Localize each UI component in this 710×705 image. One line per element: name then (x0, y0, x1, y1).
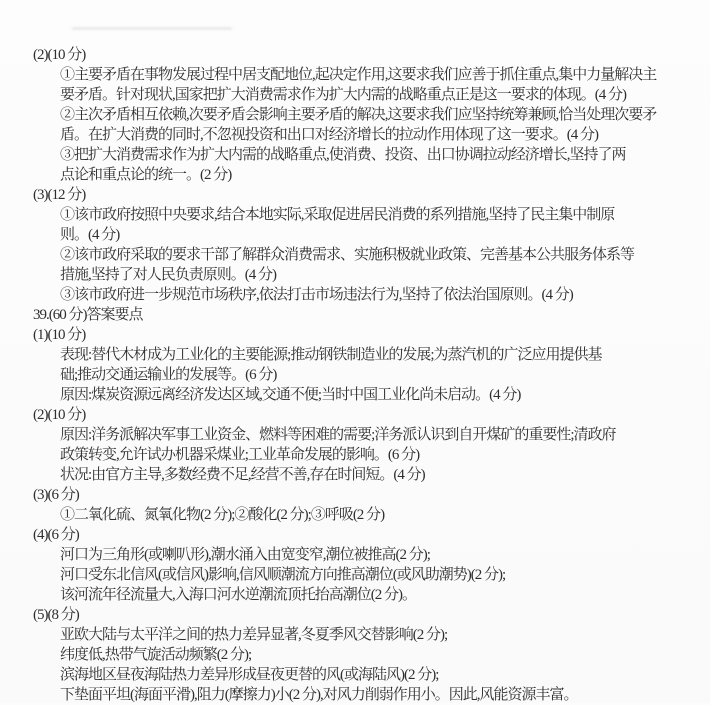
answer-text-line: 状况:由官方主导,多数经费不足,经营不善,存在时间短。(4 分) (60, 467, 425, 483)
answer-text-line: 盾。在扩大消费的同时,不忽视投资和出口对经济增长的拉动作用体现了这一要求。(4 分) (60, 127, 598, 143)
answer-text-line: ②该市政府采取的要求干部了解群众消费需求、实施积极就业政策、完善基本公共服务体系等 (60, 247, 635, 263)
answer-text-line: 则。(4 分) (60, 227, 120, 243)
section-heading-line: (2)(10 分) (33, 407, 86, 423)
answer-text-line: 河口受东北信风(或信风)影响,信风顺潮流方向推高潮位(或风助潮势)(2 分); (60, 567, 506, 583)
section-heading-line: (2)(10 分) (33, 47, 86, 63)
section-heading-line: (3)(6 分) (33, 487, 79, 503)
answer-text-line: 河口为三角形(或喇叭形),潮水涌入由宽变窄,潮位被推高(2 分); (60, 547, 430, 563)
section-heading-line: (4)(6 分) (33, 527, 79, 543)
answer-text-line: 措施,坚持了对人民负责原则。(4 分) (60, 267, 276, 283)
scan-artifact (72, 27, 232, 30)
answer-text-line: ①该市政府按照中央要求,结合本地实际,采取促进居民消费的系列措施,坚持了民主集中制原 (60, 207, 615, 223)
section-heading-line: 39.(60 分)答案要点 (33, 307, 143, 323)
answer-text-line: 滨海地区昼夜海陆热力差异形成昼夜更替的风(或海陆风)(2 分); (60, 667, 439, 683)
section-heading-line: (1)(10 分) (33, 327, 86, 343)
answer-text-line: ②主次矛盾相互依赖,次要矛盾会影响主要矛盾的解决,这要求我们应坚持统筹兼顾,恰当处理次要矛 (60, 107, 657, 123)
answer-text-line: 表现:替代木材成为工业化的主要能源;推动钢铁制造业的发展;为蒸汽机的广泛应用提供基 (60, 347, 602, 363)
answer-text-line: 要矛盾。针对现状,国家把扩大消费需求作为扩大内需的战略重点正是这一要求的体现。(4 分) (60, 87, 626, 103)
answer-text-line: 纬度低,热带气旋活动频繁(2 分); (60, 647, 252, 663)
answer-text-line: 亚欧大陆与太平洋之间的热力差异显著,冬夏季风交替影响(2 分); (60, 627, 448, 643)
answer-text-line: 原因:洋务派解决军事工业资金、燃料等困难的需要;洋务派认识到自开煤矿的重要性;清政府 (60, 427, 616, 443)
answer-text-line: 点论和重点论的统一。(2 分) (60, 167, 232, 183)
answer-text-line: 础;推动交通运输业的发展等。(6 分) (60, 367, 277, 383)
answer-text-line: 下垫面平坦(海面平滑),阻力(摩擦力)小(2 分),对风力削弱作用小。因此,风能资源丰富。 (60, 687, 578, 703)
answer-sheet (0, 45, 710, 705)
answer-text-line: ①二氧化硫、氮氧化物(2 分);②酸化(2 分);③呼吸(2 分) (60, 507, 385, 523)
answer-text-line: 该河流年径流量大,入海口河水逆潮流顶托抬高潮位(2 分)。 (60, 587, 416, 603)
answer-text-line: ③把扩大消费需求作为扩大内需的战略重点,使消费、投资、出口协调拉动经济增长,坚持了两 (60, 147, 626, 163)
section-heading-line: (3)(12 分) (33, 187, 86, 203)
section-heading-line: (5)(8 分) (33, 607, 79, 623)
answer-text-line: 政策转变,允许试办机器采煤业;工业革命发展的影响。(6 分) (60, 447, 420, 463)
answer-text-line: ③该市政府进一步规范市场秩序,依法打击市场违法行为,坚持了依法治国原则。(4 分) (60, 287, 573, 303)
answer-text-line: 原因:煤炭资源远离经济发达区域,交通不便;当时中国工业化尚未启动。(4 分) (60, 387, 521, 403)
answer-text-line: ①主要矛盾在事物发展过程中居支配地位,起决定作用,这要求我们应善于抓住重点,集中力量解决主 (60, 67, 657, 83)
